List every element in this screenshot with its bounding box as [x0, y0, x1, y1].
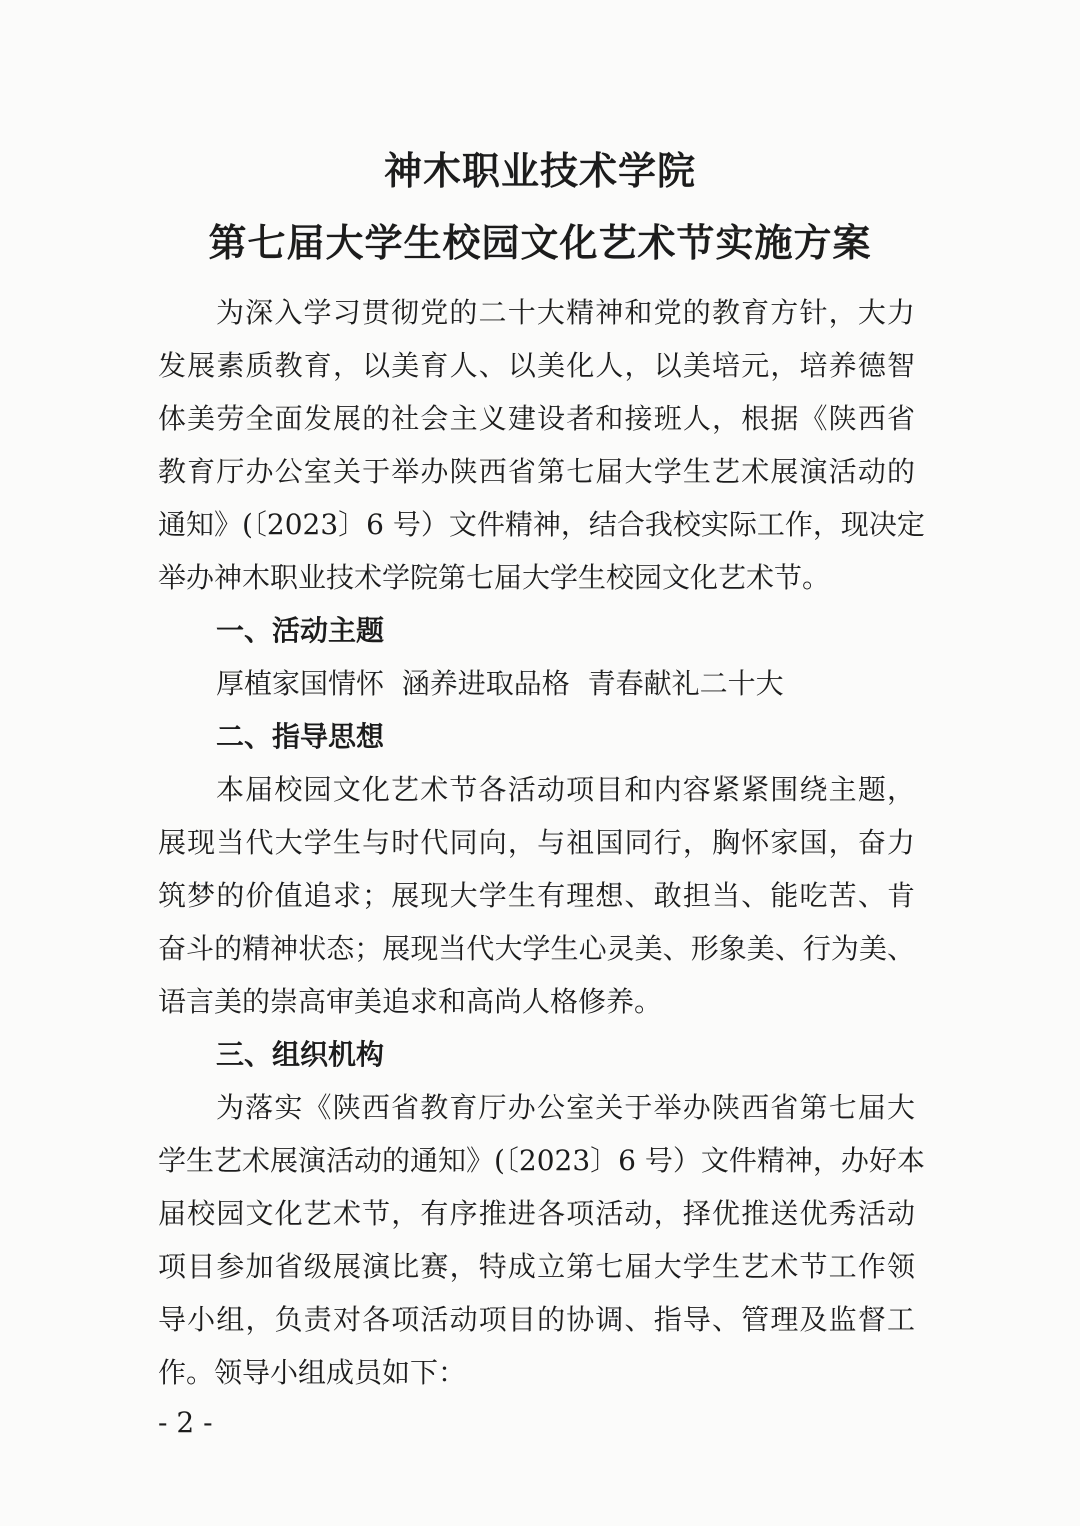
section-heading: 一、活动主题 [216, 614, 385, 647]
section-heading: 三、组织机构 [216, 1038, 385, 1071]
paragraph-line: 项目参加省级展演比赛，特成立第七届大学生艺术节工作领 [158, 1250, 915, 1283]
paragraph-line: 为落实《陕西省教育厅办公室关于举办陕西省第七届大 [216, 1091, 915, 1124]
paragraph-line: 本届校园文化艺术节各活动项目和内容紧紧围绕主题， [216, 773, 915, 806]
paragraph-line: 筑梦的价值追求；展现大学生有理想、敢担当、能吃苦、肯 [158, 879, 915, 912]
paragraph-line: 体美劳全面发展的社会主义建设者和接班人，根据《陕西省 [158, 402, 915, 435]
document-subtitle: 第七届大学生校园文化艺术节实施方案 [208, 220, 872, 265]
paragraph-line: 奋斗的精神状态；展现当代大学生心灵美、形象美、行为美、 [158, 932, 915, 965]
paragraph-line: 举办神木职业技术学院第七届大学生校园文化艺术节。 [158, 561, 831, 594]
theme-text: 厚植家国情怀 涵养进取品格 青春献礼二十大 [216, 667, 784, 700]
paragraph-line: 通知》(〔2023〕6 号）文件精神，结合我校实际工作，现决定 [158, 508, 925, 541]
paragraph-line: 教育厅办公室关于举办陕西省第七届大学生艺术展演活动的 [158, 455, 915, 488]
paragraph-line: 展现当代大学生与时代同向，与祖国同行，胸怀家国，奋力 [158, 826, 915, 859]
paragraph-line: 学生艺术展演活动的通知》(〔2023〕6 号）文件精神，办好本 [158, 1144, 925, 1177]
document-title: 神木职业技术学院 [383, 148, 696, 193]
paragraph-line: 发展素质教育，以美育人、以美化人，以美培元，培养德智 [158, 349, 915, 382]
paragraph-line: 语言美的崇高审美追求和高尚人格修养。 [158, 985, 663, 1018]
paragraph-line: 届校园文化艺术节，有序推进各项活动，择优推送优秀活动 [158, 1197, 915, 1230]
page-number: - 2 - [158, 1406, 213, 1439]
paragraph-line: 导小组，负责对各项活动项目的协调、指导、管理及监督工 [158, 1303, 915, 1336]
document-body [158, 286, 925, 1399]
section-heading: 二、指导思想 [216, 720, 385, 753]
paragraph-line: 作。领导小组成员如下： [158, 1356, 467, 1389]
paragraph-line: 为深入学习贯彻党的二十大精神和党的教育方针，大力 [216, 296, 915, 329]
